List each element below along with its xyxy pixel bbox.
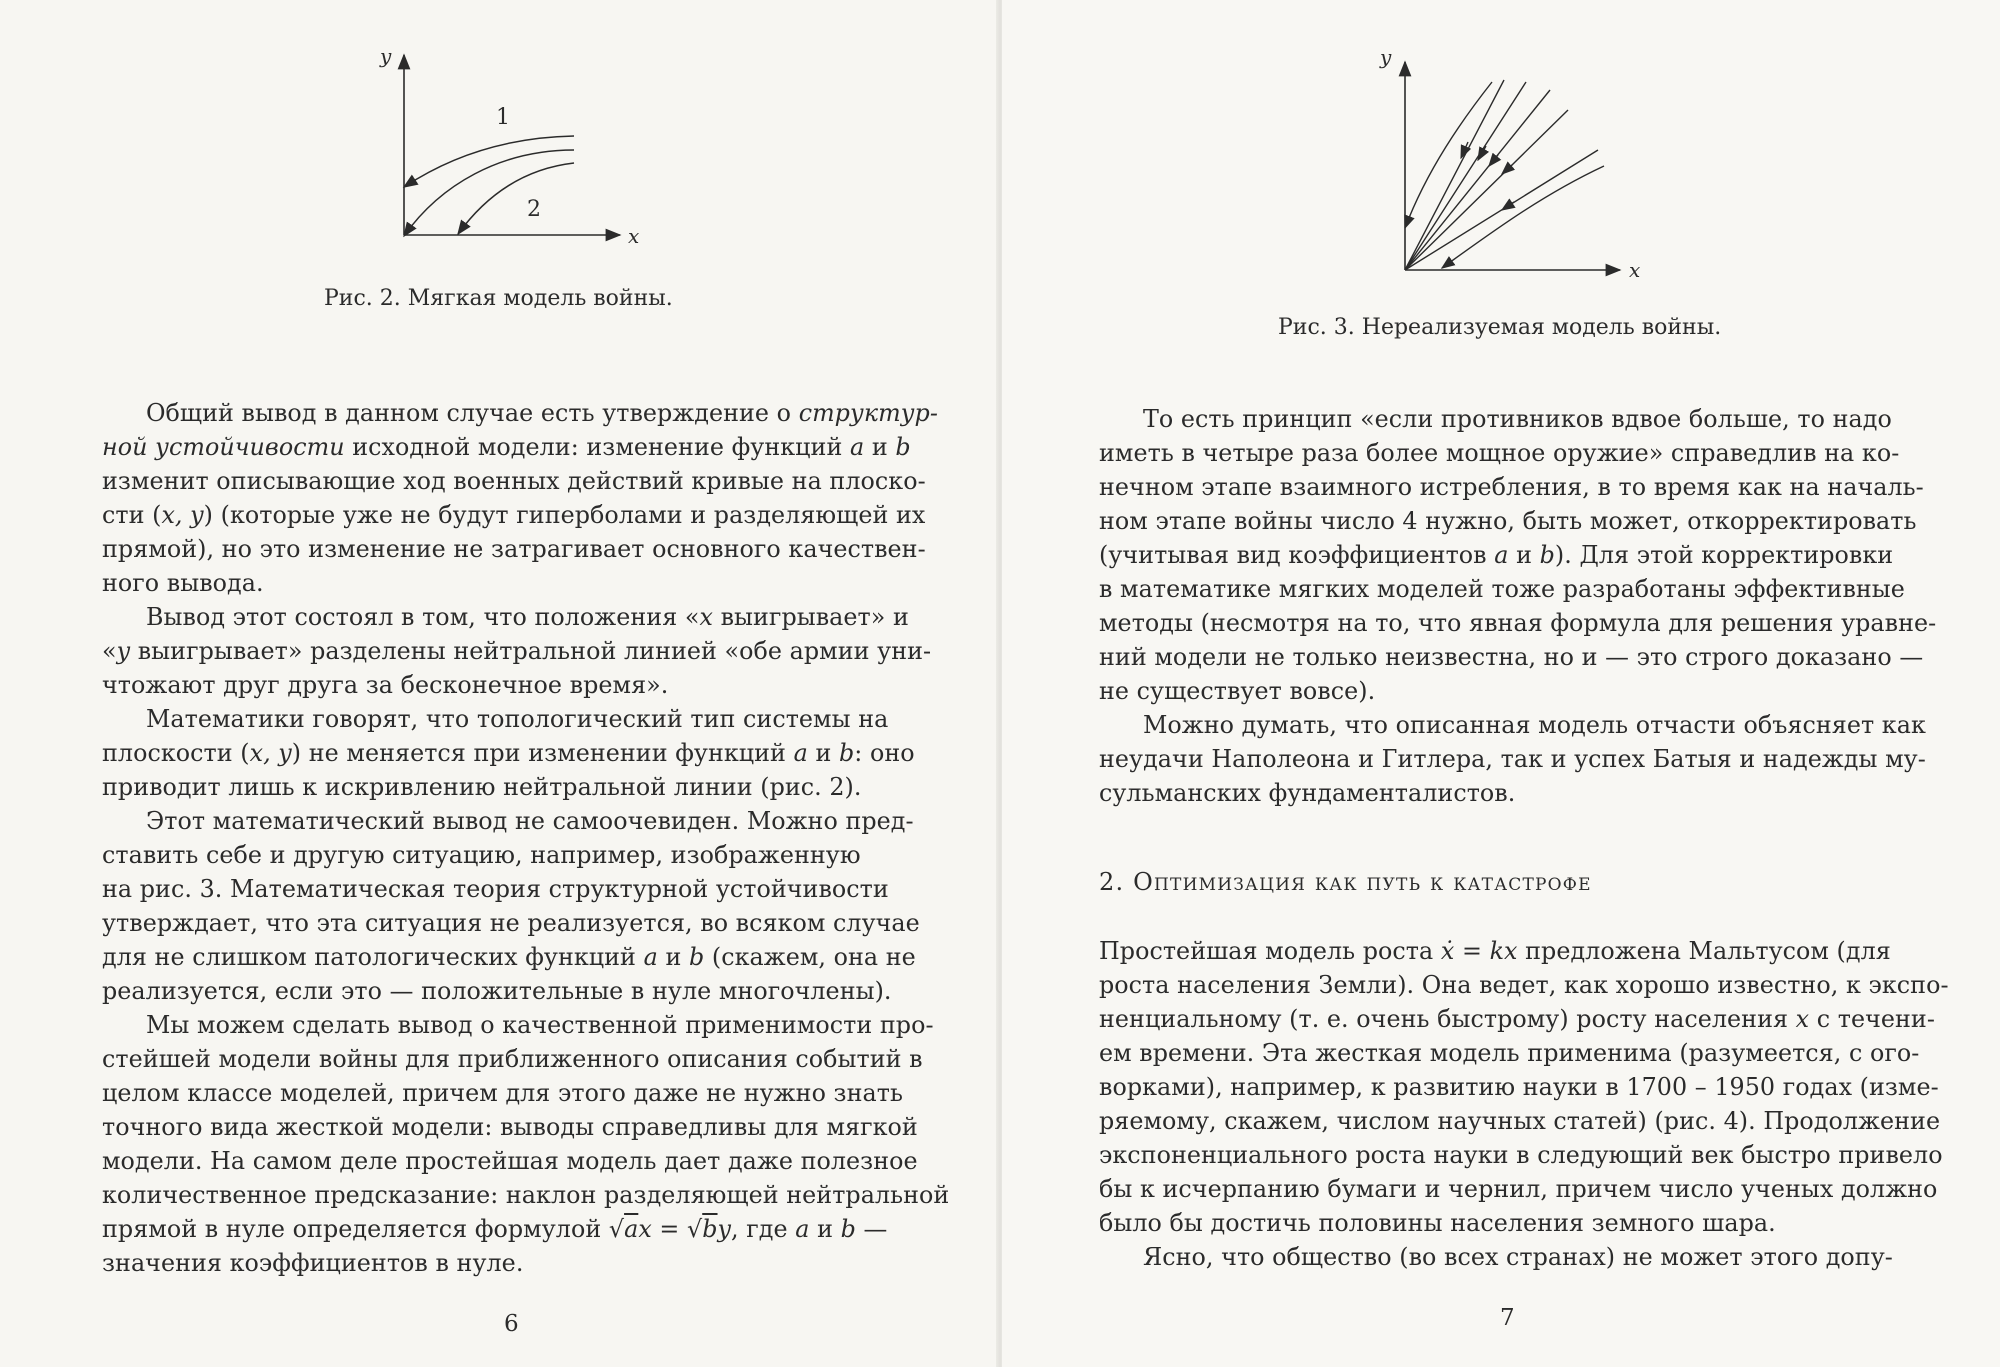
curve-label-2: 2: [527, 197, 541, 222]
section-heading: [1099, 868, 1592, 896]
text-line: Мы можем сделать вывод о качественной применимости про-: [146, 1011, 934, 1039]
text-line: стейшей модели войны для приближенного описания событий в: [102, 1045, 923, 1073]
figure-caption: Рис. 2. Мягкая модель войны.: [324, 286, 673, 311]
left-page: [0, 0, 998, 1367]
figure-caption: Рис. 3. Нереализуемая модель войны.: [1278, 315, 1722, 340]
arrow-f: [1502, 202, 1514, 210]
text-line: в математике мягких моделей тоже разработаны эффективные: [1099, 575, 1905, 603]
text-line: Этот математический вывод не самоочевиден. Можно пред-: [146, 807, 914, 835]
text-line: ном этапе войны число 4 нужно, быть может, откорректировать: [1099, 507, 1917, 535]
text-line: сти (x, y) (которые уже не будут гиперболами и разделяющей их: [102, 501, 926, 529]
text-line: Общий вывод в данном случае есть утверждение о структур-: [146, 399, 938, 427]
figure-soft-war-model: [0, 0, 998, 300]
text-line: прямой в нуле определяется формулой √ax = √by, где a и b —: [102, 1215, 888, 1243]
arrow-c: [1478, 146, 1486, 160]
text-line: приводит лишь к искривлению нейтральной линии (рис. 2).: [102, 773, 862, 801]
text-line: Математики говорят, что топологический тип системы на: [146, 705, 889, 733]
line-c: [1405, 82, 1526, 270]
text-line: точного вида жесткой модели: выводы справедливы для мягкой: [102, 1113, 918, 1141]
curve-1: [404, 136, 574, 187]
text-line: иметь в четыре раза более мощное оружие» справедлив на ко-: [1099, 439, 1900, 467]
section-heading-text: 2. Оптимизация как путь к катастрофе: [1099, 868, 1592, 896]
text-line: модели. На самом деле простейшая модель дает даже полезное: [102, 1147, 918, 1175]
text-line: Ясно, что общество (во всех странах) не может этого допу-: [1143, 1243, 1893, 1271]
right-page: [1002, 0, 2000, 1367]
line-e: [1405, 110, 1568, 270]
text-line: «y выигрывает» разделены нейтральной линией «обе армии уни-: [102, 637, 932, 665]
text-line: ставить себе и другую ситуацию, например, изображенную: [102, 841, 861, 869]
text-line: Можно думать, что описанная модель отчасти объясняет как: [1143, 711, 1926, 739]
text-line: изменит описывающие ход военных действий кривые на плоско-: [102, 467, 926, 495]
text-line: нечном этапе взаимного истребления, в то время как на началь-: [1099, 473, 1924, 501]
text-line: экспоненциального роста науки в следующий век быстро привело: [1099, 1141, 1943, 1169]
text-line: ной устойчивости исходной модели: изменение функций a и b: [102, 433, 911, 461]
arrow-d: [1489, 155, 1498, 166]
text-line: на рис. 3. Математическая теория структурной устойчивости: [102, 875, 889, 903]
text-line: чтожают друг друга за бесконечное время».: [102, 671, 669, 699]
text-line: ненциальному (т. е. очень быстрому) росту населения x с течени-: [1099, 1005, 1935, 1033]
text-line: Вывод этот состоял в том, что положения «x выигрывает» и: [146, 603, 909, 631]
text-line: значения коэффициентов в нуле.: [102, 1249, 524, 1277]
axis-x-label: x: [628, 224, 640, 248]
page-number: 6: [504, 1311, 519, 1337]
text-line: утверждает, что эта ситуация не реализуется, во всяком случае: [102, 909, 920, 937]
text-line: ряемому, скажем, числом научных статей) (рис. 4). Продолжение: [1099, 1107, 1941, 1135]
text-line: роста населения Земли). Она ведет, как хорошо известно, к экспо-: [1099, 971, 1949, 999]
text-line: реализуется, если это — положительные в нуле многочлены).: [102, 977, 892, 1005]
text-line: ного вывода.: [102, 569, 264, 597]
text-line: ем времени. Эта жесткая модель применима (разумеется, с ого-: [1099, 1039, 1920, 1067]
axis-x-label: x: [1629, 258, 1641, 282]
text-line: прямой), но это изменение не затрагивает основного качествен-: [102, 535, 926, 563]
figure-unrealizable-war-model: [1002, 0, 2000, 320]
text-line: сульманских фундаменталистов.: [1099, 779, 1516, 807]
curve-g: [1442, 166, 1604, 268]
axis-y-label: y: [380, 44, 392, 68]
text-line: неудачи Наполеона и Гитлера, так и успех Батыя и надежды му-: [1099, 745, 1926, 773]
text-line: (учитывая вид коэффициентов a и b). Для этой корректировки: [1099, 541, 1894, 569]
curve-neutral: [404, 150, 574, 236]
text-line: не существует вовсе).: [1099, 677, 1376, 705]
curve-label-1: 1: [496, 105, 510, 130]
text-line: бы к исчерпанию бумаги и чернил, причем число ученых должно: [1099, 1175, 1938, 1203]
text-line: было бы достичь половины населения земного шара.: [1099, 1209, 1776, 1237]
text-line: количественное предсказание: наклон разделяющей нейтральной: [102, 1181, 950, 1209]
text-line: ворками), например, к развитию науки в 1700 – 1950 годах (изме-: [1099, 1073, 1939, 1101]
line-b: [1405, 80, 1504, 270]
text-line: целом классе моделей, причем для этого даже не нужно знать: [102, 1079, 903, 1107]
arrow-e: [1502, 165, 1512, 174]
text-line: Простейшая модель роста ẋ = kx предложена Мальтусом (для: [1099, 937, 1891, 965]
text-line: методы (несмотря на то, что явная формула для решения уравне-: [1099, 609, 1937, 637]
page-number: 7: [1500, 1305, 1515, 1331]
text-line: для не слишком патологических функций a и b (скажем, она не: [102, 943, 916, 971]
axis-y-label: y: [1380, 45, 1392, 69]
text-line: плоскости (x, y) не меняется при изменении функций a и b: оно: [102, 739, 915, 767]
text-line: То есть принцип «если противников вдвое больше, то надо: [1143, 405, 1892, 433]
text-line: ний модели не только неизвестна, но и — это строго доказано —: [1099, 643, 1924, 671]
